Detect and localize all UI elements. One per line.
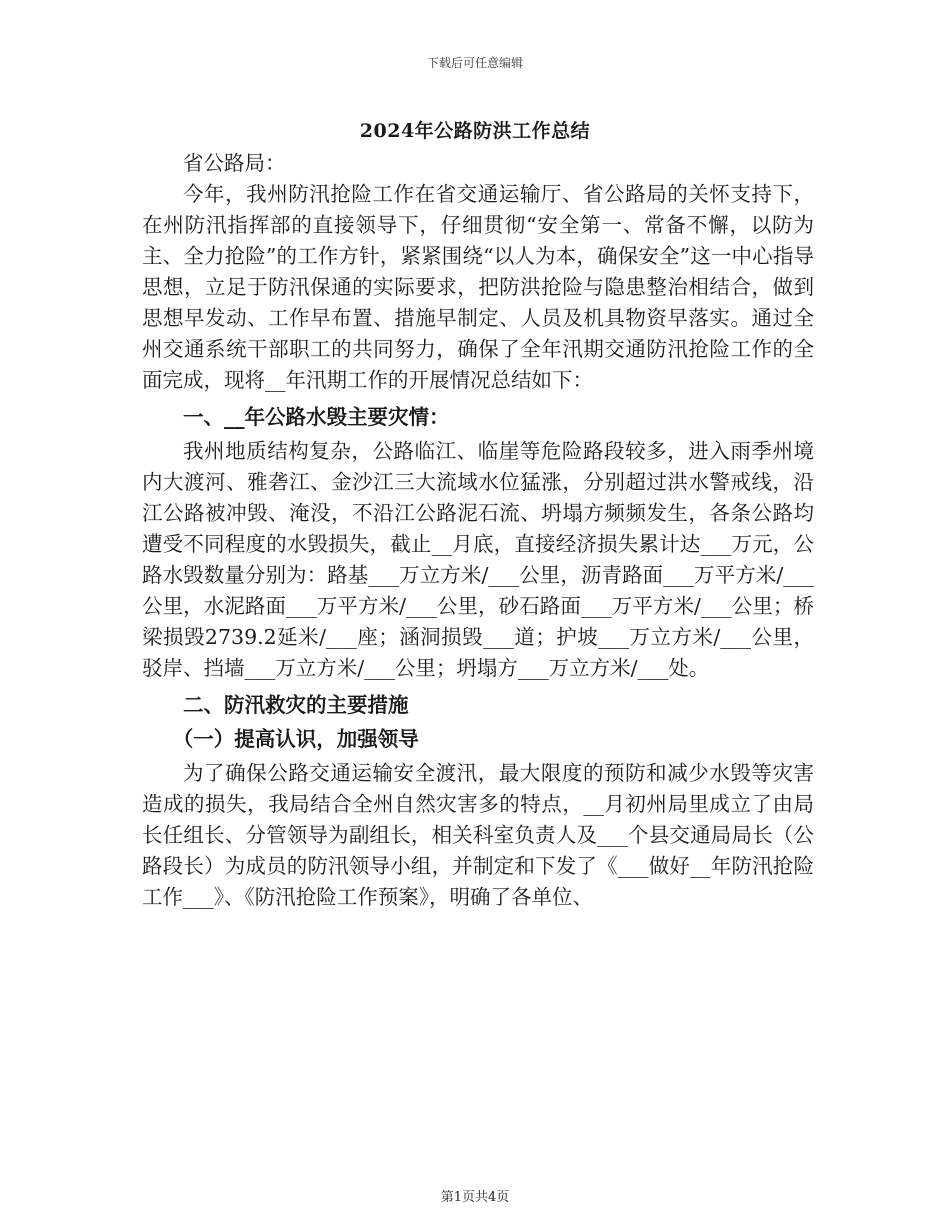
subsection-1-paragraph: 为了确保公路交通运输安全渡汛，最大限度的预防和减少水毁等灾害造成的损失，我局结合全州自然灾害多的特点，__月初州局里成立了由局长任组长、分管领导为副组长，相关科室负责人及___个县交通局局长（公路段长）为成员的防汛领导小组，并制定和下发了《___做好__年防汛抢险工作___》、《防汛抢险工作预案》，明确了各单位、 bbox=[142, 761, 814, 909]
subsection-1-heading: （一）提高认识，加强领导 bbox=[172, 727, 419, 751]
section-1-heading: 一、__年公路水毁主要灾情： bbox=[183, 405, 450, 429]
document-title: 2024年公路防洪工作总结 bbox=[359, 120, 591, 142]
section-2-heading: 二、防汛救灾的主要措施 bbox=[183, 693, 409, 717]
salutation: 省公路局： bbox=[183, 151, 286, 175]
section-1-paragraph: 我州地质结构复杂，公路临江、临崖等危险路段较多，进入雨季州境内大渡河、雅砻江、金沙江三大流域水位猛涨，分别超过洪水警戒线，沿江公路被冲毁、淹没，不沿江公路泥石流、坍塌方频频发生，各条公路均遭受不同程度的水毁损失，截止__月底，直接经济损失累计达___万元，公路水毁数量分别为：路基___万立方米/___公里，沥青路面___万平方米/___公里，水泥路面___万平方米/___公里，砂石路面___万平方米/___公里；桥梁损毁2739.2延米/___座；涵洞损毁___道；护坡___万立方米/___公里，驳岸、挡墙___万立方米/___公里；坍塌方___万立方米/___处。 bbox=[142, 439, 814, 680]
intro-paragraph: 今年，我州防汛抢险工作在省交通运输厅、省公路局的关怀支持下，在州防汛指挥部的直接领导下，仔细贯彻“安全第一、常备不懈，以防为主、全力抢险”的工作方针，紧紧围绕“以人为本，确保安全”这一中心指导思想，立足于防汛保通的实际要求，把防洪抢险与隐患整治相结合，做到思想早发动、工作早布置、措施早制定、人员及机具物资早落实。通过全州交通系统干部职工的共同努力，确保了全年汛期交通防汛抢险工作的全面完成，现将__年汛期工作的开展情况总结如下： bbox=[142, 182, 814, 392]
page-footer: 第1页共4页 bbox=[440, 1190, 510, 1205]
document-body bbox=[142, 148, 814, 913]
header-note: 下载后可任意编辑 bbox=[426, 56, 523, 70]
